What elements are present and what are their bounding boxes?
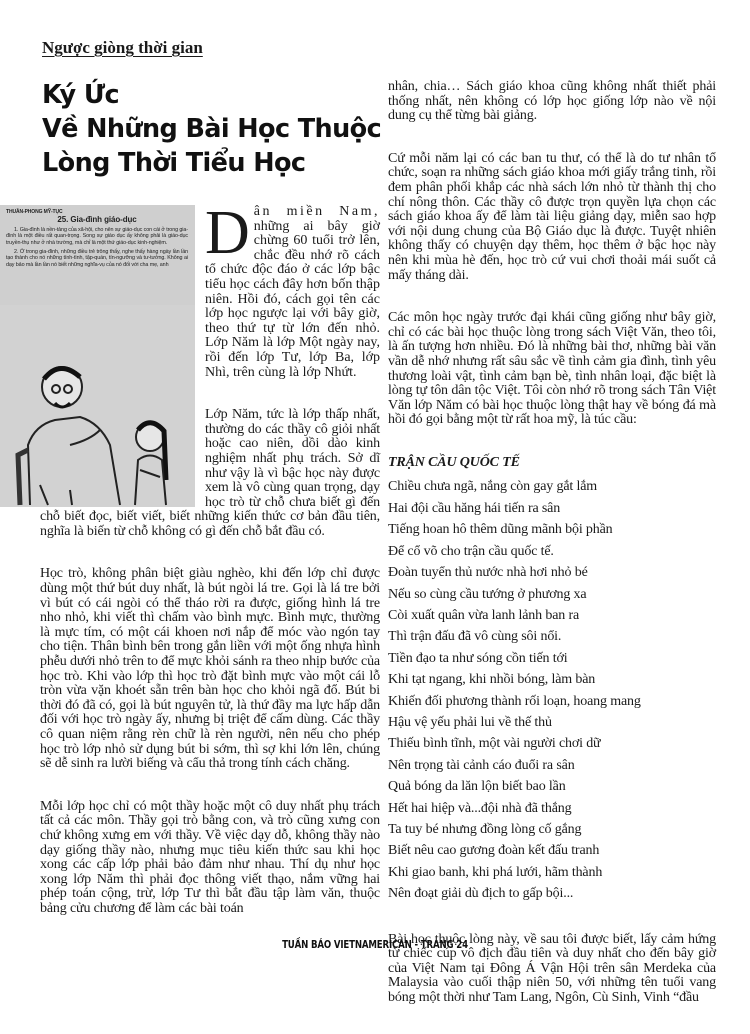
poem-line: Nên trọng tài cảnh cáo đuổi ra sân: [388, 757, 575, 773]
drop-cap: D: [205, 199, 250, 267]
title-line: Lòng Thời Tiểu Học: [42, 148, 306, 178]
teacher-and-child-illustration: [0, 305, 195, 507]
poem-line: Chiều chưa ngã, nắng còn gay gắt lắm: [388, 479, 598, 495]
poem-line: Tiền đạo ta như sóng cồn tiến tới: [388, 650, 568, 666]
poem-line: Khiến đối phương thành rối loạn, hoang mang: [388, 693, 641, 709]
page-footer: TUẦN BÁO VIETNAMERICAN - TRANG 24: [282, 939, 468, 951]
poem-line: Hết hai hiệp và...đội nhà đã thắng: [388, 800, 572, 816]
section-label: Ngược giòng thời gian: [42, 38, 203, 57]
poem-line: Để cổ võ cho trận cầu quốc tế.: [388, 543, 554, 559]
poem-line: Ta tuy bé nhưng đồng lòng cố gắng: [388, 821, 582, 837]
poem-line: Thiếu bình tĩnh, một vài người chơi dữ: [388, 736, 601, 752]
body-paragraph: Học trò, không phân biệt giàu nghèo, khi đến lớp chỉ được dùng một thứ bút duy nhất, là bút ngòi lá tre. Gọi là lá tre bởi vì bút có cái ngòi có thể tháo rời ra được, giống hình lá tre nho nhỏ, khi viết thì chấm vào bình mực. Bình mực, thường là mực tím, có một cái khoen nơi nắp để móc vào ngón tay cho tiện. Thân bình bên trong gắn liền với một ống nhựa hình phễu dưới nhỏ trên to để mực khỏi sánh ra theo nhịp bước của học trò. Khi vào lớp thì học trò đặt bình mực vào một cái lỗ tròn vừa vặn khoét sẵn trên bàn học cho khỏi ngã đổ. Bút bi thời đó đã có, gọi là bút nguyên tử, là thứ đầy ma lực hấp dẫn đối với học trò ngày ấy, nhưng bị triệt để cấm dùng. Các thầy cô quan niệm rằng rèn chữ là rèn người, nên nếu cho phép học trò lớp nhỏ sử dụng bút bi sớm, thì sợ khi lớn lên, chúng sẽ dễ sinh ra lười biếng và cẩu thả trong tính cách chăng.: [40, 566, 380, 772]
photo-paragraph: 1. Gia-đình là nền-tảng của xã-hội, cho nên sự giáo-dục con cái ở trong gia-đình là một điều rất quan-trọng. Song sự giáo dục ấy không phải là giáo-dục truyền-thụ như ở nhà trường, mà chỉ là một thứ giáo-dục kinh-nghiệm.: [6, 226, 188, 246]
body-paragraph: Các môn học ngày trước đại khái cũng giống như bây giờ, chỉ có các bài học thuộc lòng trong sách Việt Văn, theo tôi, là ấn tượng hơn nhiều. Đó là những bài thơ, những bài văn vần dễ nhớ nhưng rất sâu sắc về tình cảm gia đình, tình yêu thương loài vật, tình cảm bạn bè, tình nhân loại, đặc biệt là lòng tự tôn dân tộc Việt. Tôi còn nhớ rõ trong sách Tân Việt Văn lớp Năm có bài học thuộc lòng thật hay về bóng đá mà hồi đó gọi bằng một từ rất hoa mỹ, là túc cầu:: [388, 310, 716, 428]
poem-title: TRẬN CẦU QUỐC TẾ: [388, 454, 520, 470]
right-column: [388, 80, 716, 1034]
poem-line: Quả bóng da lăn lộn biết bao lần: [388, 779, 566, 795]
poem-line: Hai đội cầu hăng hái tiến ra sân: [388, 500, 561, 516]
body-paragraph: Lớp Năm, tức là lớp thấp nhất, thường do các thầy cô giỏi nhất hoặc cao niên, dồi dào kinh nghiệm nhất phụ trách. Sở dĩ như vậy là vì bậc học này được xem là vô cùng quan trọng, dạy học trò từ chỗ chưa biết gì đến chỗ biết đọc, biết viết, biết những kiến thức cơ bản đầu tiên, nghĩa là biến từ chỗ không có gì đến chỗ bắt đầu có.: [40, 407, 380, 539]
poem-line: Tiếng hoan hô thêm dũng mãnh bội phần: [388, 522, 613, 538]
article-title: [42, 78, 381, 180]
title-line: Ký Ức: [42, 80, 120, 110]
body-paragraph: Cứ mỗi năm lại có các ban tu thư, có thể là do tư nhân tổ chức, soạn ra những sách giáo khoa mới giấy trắng tinh, rồi đem phân phối khắp các nhà sách lớn nhỏ từ thành thị cho chí nông thôn. Các thầy cô được trọn quyền lựa chọn các sách giáo khoa ấy để làm tài liệu giảng dạy, miễn sao hợp với nội dung chung của Bộ Giáo dục là được. Tuyệt nhiên không thấy có chuyện dạy thêm, học thêm ở bậc học này nên khi mùa hè đến, học trò cứ vui chơi thoải mái suốt cả mấy tháng dài.: [388, 150, 716, 283]
title-line: Về Những Bài Học Thuộc: [42, 114, 382, 144]
poem-line: Khi tạt ngang, khi nhồi bóng, làm bàn: [388, 672, 596, 688]
textbook-photo: [0, 205, 195, 507]
intro-first-words: ân miền Nam,: [253, 204, 380, 219]
photo-paragraph: 2. Ở trong gia-đình, những điều trẻ trông thấy, nghe thấy hàng ngày lần lần tạo thành cho nó những tính-tình, tập-quán, tín-ngưỡng và tư-tưởng. Không ai dạy bảo mà lần lần nó biết những nghĩa-vụ của nó đối với cha mẹ, anh: [6, 249, 188, 268]
poem-line: Thì trận đấu đã vô cùng sôi nổi.: [388, 629, 562, 645]
poem-line: Nếu so cùng cầu tướng ở phương xa: [388, 586, 587, 602]
poem: [388, 476, 716, 904]
poem-line: Nên đoạt giải dù địch to gấp bội...: [388, 886, 574, 902]
poem-line: Hậu vệ yếu phải lui về thế thủ: [388, 714, 552, 730]
poem-line: Biết nêu cao gương đoàn kết đấu tranh: [388, 843, 600, 859]
poem-line: Đoàn tuyển thủ nước nhà hơi nhỏ bé: [388, 565, 588, 581]
photo-subtitle: 25. Gia-đình giáo-dục: [57, 215, 137, 225]
photo-header: THUẦN-PHONG MỸ-TỤC: [6, 209, 63, 215]
poem-line: Còi xuất quân vừa lanh lảnh ban ra: [388, 607, 580, 623]
body-paragraph: Bài học thuộc lòng này, về sau tôi được biết, lấy cảm hứng từ chiếc cúp vô địch đầu tiên và duy nhất cho đến bây giờ của Việt Nam tại Đông Á Vận Hội trên sân Merdeka của Malaysia vào cuối thập niên 50, với những tên tuổi vang bóng một thời như Tam Lang, Ngôn, Cù Sinh, Vinh “đầu: [388, 931, 716, 1005]
intro-text: những ai bây giờ chừng 60 tuổi trở lên, chắc đều nhớ rõ cách tổ chức độc đáo ở các lớp bậc tiểu học cách đây hơn bốn thập niên. Hồi đó, cách gọi tên các lớp học ngược lại với bây giờ, theo thứ tự từ lớn đến nhỏ. Lớp Năm là lớp Một ngày nay, rồi đến lớp Tư, lớp Ba, lớp Nhì, trên cùng là lớp Nhứt.: [205, 218, 380, 380]
body-paragraph: Mỗi lớp học chỉ có một thầy hoặc một cô duy nhất phụ trách tất cả các môn. Thầy gọi trò bằng con, và trò cũng xưng con chứ không xưng em với thầy. Về việc dạy dỗ, không thầy nào dạy giống thầy nào, nhưng mục tiêu kiến thức sau khi học xong các cấp lớp phải bảo đảm như nhau. Thí dụ như học xong lớp Năm thì phải đọc thông viết thạo, nắm vững hai phép toán cộng, trừ, lớp Tư thì bắt đầu tập làm văn, thuộc bảng cửu chương để làm các bài toán: [40, 798, 380, 916]
poem-line: Khi giao banh, khi phá lưới, hãm thành: [388, 864, 603, 880]
body-paragraph: nhân, chia… Sách giáo khoa cũng không nhất thiết phải thống nhất, nên không có lớp học giống lớp nào về nội dung cụ thể từng bài giảng.: [388, 79, 716, 124]
left-column: [6, 199, 380, 945]
